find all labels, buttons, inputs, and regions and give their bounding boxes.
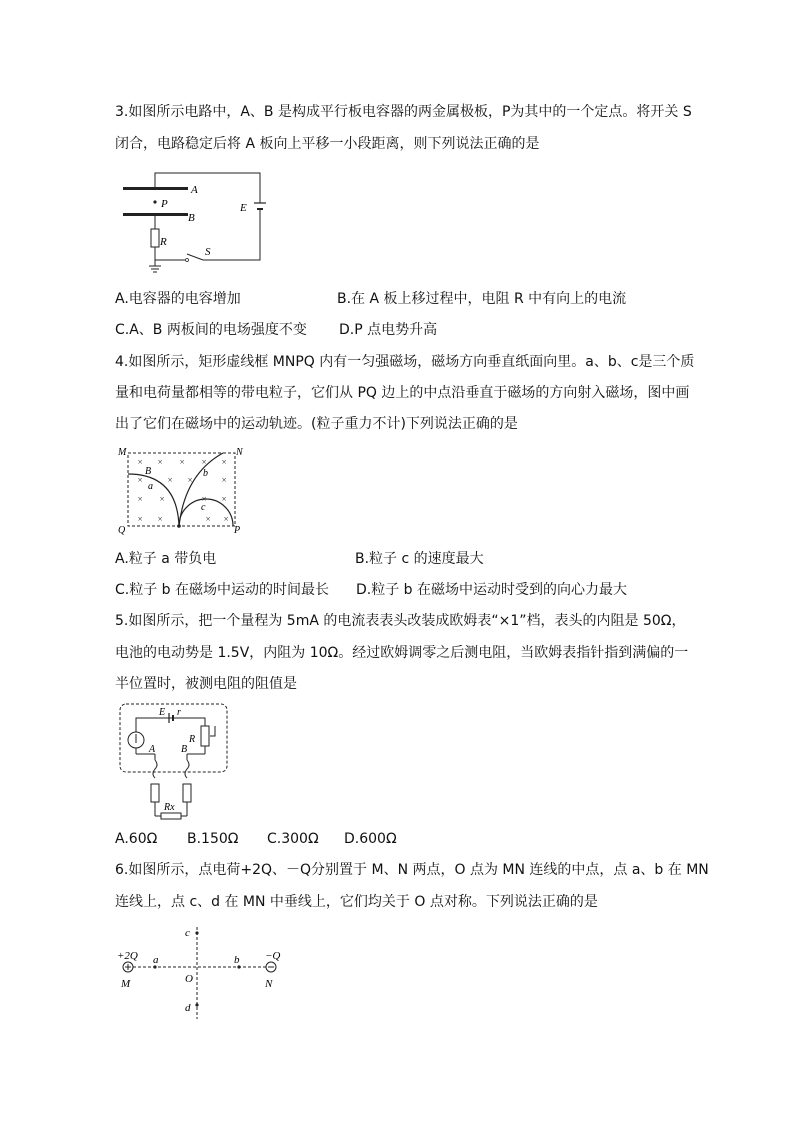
svg-text:×: × <box>137 514 144 524</box>
svg-text:×: × <box>221 457 228 467</box>
svg-text:×: × <box>179 457 186 467</box>
resistor-r-label: R <box>160 236 167 248</box>
point-d <box>195 1003 198 1006</box>
corner-m-label: M <box>118 447 127 458</box>
q4-magnetic-field-figure <box>115 444 250 536</box>
q6-line-2: 连线上，点 c、d 在 MN 中垂线上，它们均关于 O 点对称。下列说法正确的是 <box>115 894 598 910</box>
svg-text:×: × <box>167 475 174 485</box>
terminal-a-label: A <box>149 744 156 755</box>
q5-option-a[interactable]: A.60Ω <box>115 831 158 847</box>
point-c-label: c <box>185 927 190 939</box>
q3-option-a[interactable]: A.电容器的电容增加 <box>115 291 241 307</box>
resistor-rx-label: Rx <box>164 802 175 813</box>
svg-text:×: × <box>137 475 144 485</box>
svg-text:×: × <box>159 494 166 504</box>
svg-text:×: × <box>137 457 144 467</box>
q4-line-1: 4.如图所示，矩形虚线框 MNPQ 内有一匀强磁场，磁场方向垂直纸面向里。a、b、c是三个质 <box>115 354 695 370</box>
point-p-label: P <box>161 198 168 210</box>
point-n-label: N <box>265 978 273 990</box>
probe-lead-b <box>185 760 189 778</box>
switch-s <box>187 254 203 260</box>
q5-ohmmeter-figure <box>115 702 233 824</box>
svg-text:×: × <box>205 514 212 524</box>
point-a-label: a <box>153 954 159 966</box>
svg-text:×: × <box>157 514 164 524</box>
point-c <box>195 931 198 934</box>
q6-line-1: 6.如图所示，点电荷+2Q、－Q分别置于 M、N 两点，O 点为 MN 连线的中点，点 a、b 在 MN <box>115 862 709 878</box>
plate-b <box>123 213 188 216</box>
q4-option-b[interactable]: B.粒子 c 的速度最大 <box>355 551 484 567</box>
q3-line-1: 3.如图所示电路中，A、B 是构成平行板电容器的两金属极板，P为其中的一个定点。将开关 S <box>115 104 692 120</box>
corner-n-label: N <box>236 447 243 458</box>
q5-line-2: 电池的电动势是 1.5V，内阻为 10Ω。经过欧姆调零之后测电阻，当欧姆表指针指到满偏的一 <box>115 645 689 661</box>
plate-a <box>123 187 188 190</box>
q3-line-2: 闭合，电路稳定后将 A 板向上平移一小段距离，则下列说法正确的是 <box>115 136 540 152</box>
corner-q-label: Q <box>118 525 126 536</box>
trajectory-b-label: b <box>203 468 208 479</box>
charge-plus-2q-label: +2Q <box>117 950 138 962</box>
plate-a-label: A <box>191 184 198 196</box>
svg-text:×: × <box>157 457 164 467</box>
q3-circuit-figure <box>115 165 275 275</box>
svg-text:×: × <box>221 475 228 485</box>
switch-s-label: S <box>205 246 211 258</box>
q6-charges-figure <box>115 925 290 1023</box>
probe-a <box>151 784 159 802</box>
battery-e-label: E <box>240 202 247 214</box>
q4-line-3: 出了它们在磁场中的运动轨迹。(粒子重力不计)下列说法正确的是 <box>115 416 518 432</box>
svg-text:×: × <box>223 514 230 524</box>
variable-resistor-label: R <box>189 734 196 745</box>
point-o-label: O <box>185 973 193 985</box>
q5-option-b[interactable]: B.150Ω <box>187 831 239 847</box>
entry-point <box>177 524 181 528</box>
q4-option-a[interactable]: A.粒子 a 带负电 <box>115 551 217 567</box>
resistor-rx <box>161 813 181 819</box>
svg-text:×: × <box>187 475 194 485</box>
q5-option-c[interactable]: C.300Ω <box>267 831 319 847</box>
q3-option-c[interactable]: C.A、B 两板间的电场强度不变 <box>115 322 307 338</box>
point-m-label: M <box>121 978 131 990</box>
q4-option-c[interactable]: C.粒子 b 在磁场中运动的时间最长 <box>115 582 330 598</box>
svg-text:×: × <box>221 494 228 504</box>
q4-option-d[interactable]: D.粒子 b 在磁场中运动时受到的向心力最大 <box>356 582 628 598</box>
svg-text:×: × <box>201 494 208 504</box>
q4-line-2: 量和电荷量都相等的带电粒子，它们从 PQ 边上的中点沿垂直于磁场的方向射入磁场，图中画 <box>115 385 690 401</box>
terminal-b-label: B <box>181 744 188 755</box>
corner-p-label: P <box>234 525 241 536</box>
q3-option-b[interactable]: B.在 A 板上移过程中，电阻 R 中有向上的电流 <box>337 291 627 307</box>
probe-lead-a <box>153 760 157 778</box>
variable-resistor <box>201 726 209 746</box>
svg-text:×: × <box>137 494 144 504</box>
q5-line-1: 5.如图所示，把一个量程为 5mA 的电流表表头改装成欧姆表“×1”档，表头的内阻是 50Ω， <box>115 613 686 629</box>
probe-b <box>183 784 191 802</box>
trajectory-a-label: a <box>148 481 153 492</box>
plate-b-label: B <box>188 212 195 224</box>
battery-r-label: r <box>177 707 181 718</box>
point-d-label: d <box>185 1002 191 1014</box>
charge-minus-q-label: −Q <box>265 950 281 962</box>
trajectory-c-label: c <box>201 502 206 513</box>
field-b-label: B <box>145 466 152 477</box>
point-b-label: b <box>234 954 240 966</box>
battery-e-label: E <box>159 707 166 718</box>
q3-option-d[interactable]: D.P 点电势升高 <box>339 322 438 338</box>
point-p <box>153 200 156 203</box>
q5-option-d[interactable]: D.600Ω <box>344 831 397 847</box>
resistor-r <box>151 229 159 247</box>
q5-line-3: 半位置时，被测电阻的阻值是 <box>115 676 297 692</box>
svg-text:×: × <box>201 457 208 467</box>
